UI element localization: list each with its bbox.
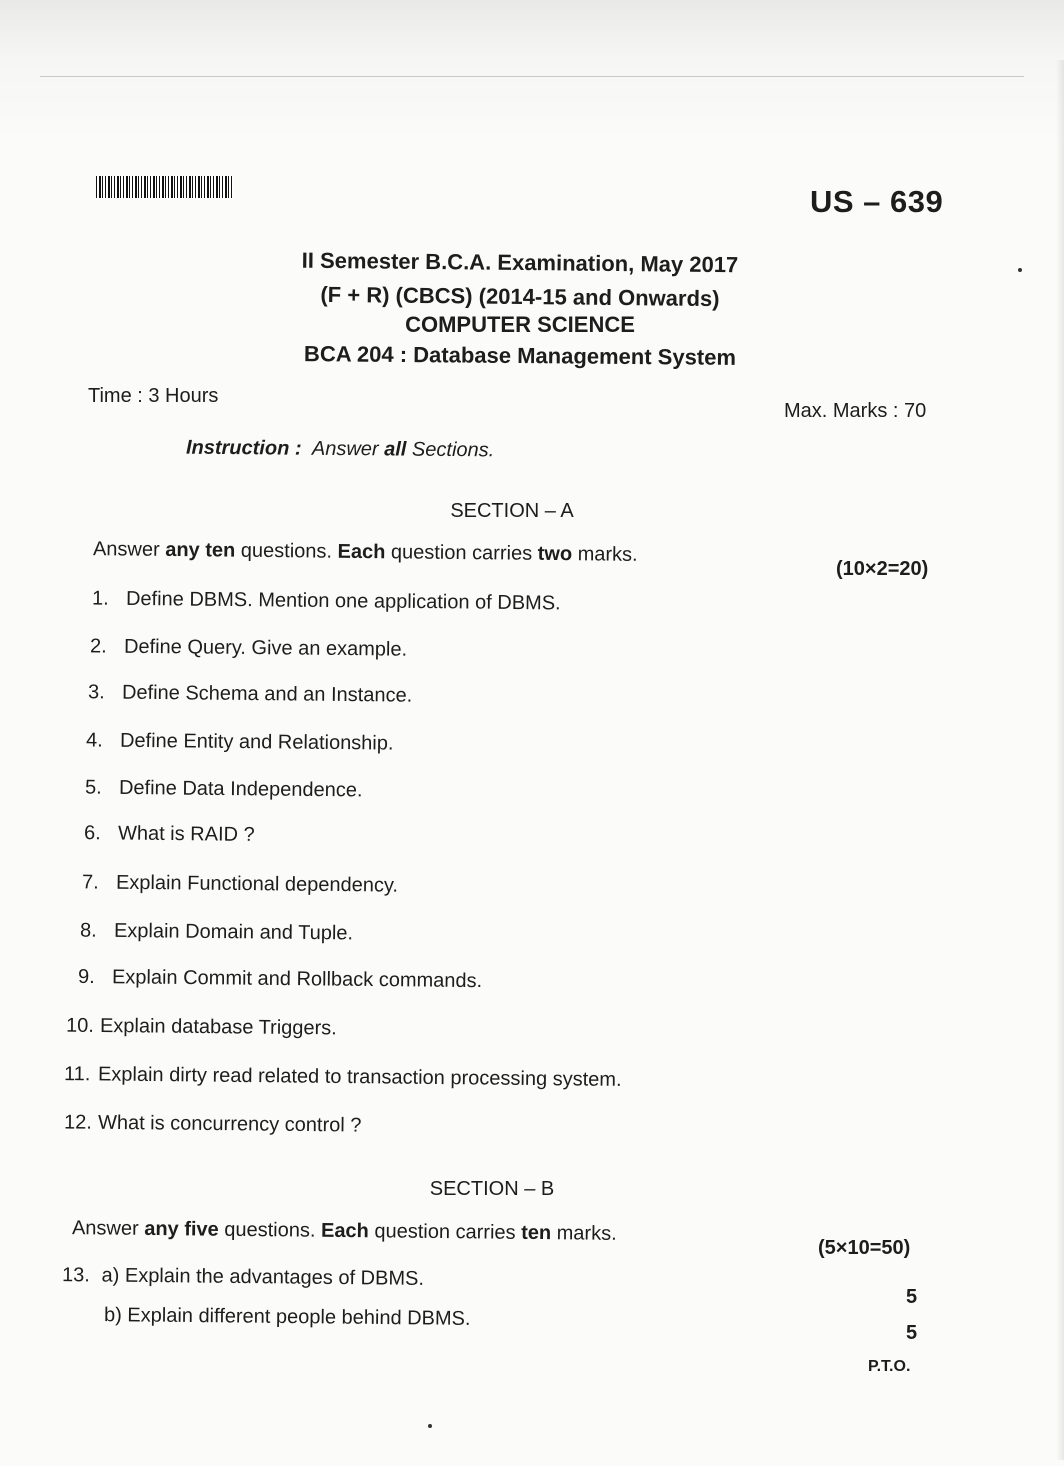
question-item (84, 822, 255, 847)
question-number: 10. (65, 1014, 94, 1037)
question-item (86, 729, 394, 755)
section-b-title: SECTION – B (429, 1178, 555, 1200)
question-number: 12. (63, 1111, 92, 1134)
question-item (92, 588, 561, 616)
barcode (96, 176, 234, 198)
question-text: Explain Functional dependency. (115, 871, 399, 897)
question-13b-text: b) Explain different people behind DBMS. (103, 1304, 471, 1330)
scan-speck (428, 1424, 432, 1428)
section-b-score: (5×10=50) (818, 1237, 911, 1259)
question-number: 6. (83, 822, 101, 845)
lead-b-2: questions. (218, 1218, 322, 1242)
section-a-score: (10×2=20) (836, 558, 929, 580)
section-b-instruction (72, 1217, 617, 1246)
lead-a-6: question carries (385, 541, 538, 565)
question-item (80, 920, 353, 946)
lead-a-0: Answer (92, 538, 166, 561)
time-allowed: Time : 3 Hours (88, 385, 219, 407)
lead-b-3: Each (320, 1219, 369, 1243)
question-item (66, 1015, 337, 1041)
question-number: 9. (77, 965, 95, 989)
question-number: 11. (63, 1063, 91, 1086)
scan-speck (1018, 268, 1022, 272)
question-item (82, 871, 398, 897)
question-number: 8. (79, 919, 97, 942)
instruction-bold: all (384, 438, 407, 461)
question-text: Define Query. Give an example. (123, 635, 408, 661)
paper-title: BCA 204 : Database Management System (303, 341, 737, 370)
lead-a-5: Each (337, 540, 386, 564)
question-number: 7. (81, 871, 99, 894)
question-item (85, 777, 363, 803)
lead-b-4: question carries (368, 1220, 522, 1244)
paper-fold-line (40, 76, 1024, 77)
question-number: 5. (84, 776, 102, 799)
question-text: Explain database Triggers. (99, 1014, 337, 1040)
question-text: Define DBMS. Mention one application of DBMS. (125, 587, 561, 615)
question-text: Explain dirty read related to transaction processing system. (97, 1063, 622, 1091)
question-item (88, 681, 412, 707)
lead-a-4: questions. (235, 539, 338, 563)
lead-b-5: ten (521, 1221, 552, 1245)
lead-b-1: any five (144, 1217, 219, 1241)
instruction-label: Instruction : (185, 436, 302, 460)
instruction-prefix: Answer (311, 437, 385, 461)
question-13-number: 13. (61, 1264, 90, 1287)
page-edge-shadow (1056, 60, 1064, 1460)
question-13a-text: a) Explain the advantages of DBMS. (101, 1264, 425, 1290)
question-number: 2. (89, 635, 107, 658)
lead-a-3: ten (205, 539, 236, 562)
question-item (64, 1063, 622, 1092)
exam-title: II Semester B.C.A. Examination, May 2017 (301, 247, 739, 278)
question-text: Define Data Independence. (118, 776, 363, 802)
question-13 (62, 1264, 424, 1291)
page-turn-over: P.T.O. (868, 1358, 911, 1375)
question-13b-marks: 5 (906, 1322, 918, 1344)
section-a-instruction (93, 538, 638, 567)
question-text: Define Entity and Relationship. (119, 729, 394, 755)
instruction (186, 437, 494, 463)
exam-scheme: (F + R) (CBCS) (2014-15 and Onwards) (320, 281, 720, 312)
question-item (90, 635, 407, 661)
lead-a-7: two (537, 542, 573, 566)
question-number: 4. (85, 729, 103, 752)
question-text: Explain Commit and Rollback commands. (111, 966, 483, 993)
lead-a-8: marks. (572, 543, 638, 566)
question-13a-marks: 5 (906, 1286, 918, 1308)
question-item (64, 1111, 362, 1137)
lead-b-0: Answer (71, 1217, 145, 1240)
question-number: 3. (87, 681, 105, 704)
section-a-title: SECTION – A (450, 500, 574, 522)
question-number: 1. (91, 587, 109, 610)
question-text: Define Schema and an Instance. (121, 681, 413, 707)
instruction-suffix: Sections. (406, 438, 495, 462)
lead-a-1: any (165, 538, 200, 562)
subject-title: COMPUTER SCIENCE (405, 312, 635, 337)
lead-b-6: marks. (551, 1222, 617, 1245)
question-item (78, 966, 482, 993)
question-text: What is concurrency control ? (97, 1111, 362, 1137)
question-text: Explain Domain and Tuple. (113, 919, 354, 945)
question-text: What is RAID ? (117, 822, 255, 846)
max-marks: Max. Marks : 70 (784, 400, 927, 422)
paper-code: US – 639 (810, 184, 944, 219)
